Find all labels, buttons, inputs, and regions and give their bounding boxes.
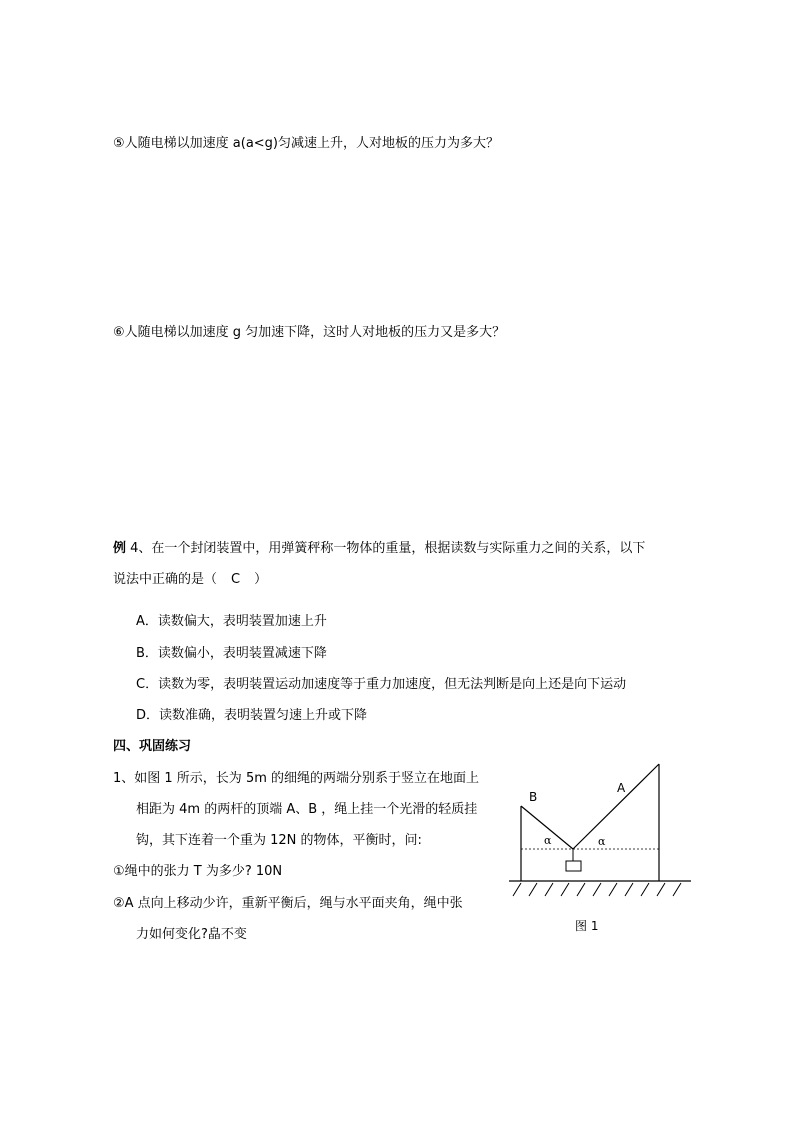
question-6: ⑥人随电梯以加速度 g 匀加速下降，这时人对地板的压力又是多大？ [113, 325, 506, 340]
example-4-answer: C [231, 572, 241, 587]
option-a: A．读数偏大，表明装置加速上升 [136, 614, 327, 629]
question-5: ⑤人随电梯以加速度 a(a<g)匀减速上升，人对地板的压力为多大？ [113, 136, 500, 151]
problem-1-question-2-line-1: ②A 点向上移动少许，重新平衡后，绳与水平面夹角，绳中张 [113, 896, 463, 911]
example-4-prefix: 例 [113, 541, 127, 556]
option-c: C．读数为零，表明装置运动加速度等于重力加速度，但无法判断是向上还是向下运动 [136, 677, 627, 692]
example-4-text: 4、在一个封闭装置中，用弹簧秤称一物体的重量，根据读数与实际重力之间的关系，以下 [126, 541, 646, 556]
label-b: B [529, 790, 538, 804]
example-4-line-1 [113, 541, 645, 557]
rope-right [573, 764, 659, 849]
example-4-close-paren: ） [254, 572, 268, 587]
option-d: D．读数准确，表明装置匀速上升或下降 [136, 708, 368, 723]
figure-1-diagram [505, 760, 695, 940]
problem-1-question-1: ①绳中的张力 T 为多少? 10N [113, 864, 283, 879]
problem-1-line-2: 相距为 4m 的两杆的顶端 A、B ，绳上挂一个光滑的轻质挂 [136, 802, 478, 817]
problem-1-line-1: 1、如图 1 所示，长为 5m 的细绳的两端分别系于竖立在地面上 [113, 771, 480, 786]
problem-1-line-3: 钩，其下连着一个重为 12N 的物体，平衡时，问: [136, 833, 422, 848]
example-4-line-2 [113, 572, 267, 588]
label-a: A [617, 781, 626, 795]
problem-1-question-2-line-2: 力如何变化?皛不变 [136, 927, 247, 942]
ground-hatching [513, 883, 681, 896]
angle-right-label: α [598, 835, 606, 848]
figure-caption: 图 1 [575, 919, 599, 933]
example-4-question: 说法中正确的是（ [113, 572, 218, 587]
option-b: B．读数偏小，表明装置减速下降 [136, 646, 327, 661]
hanging-weight [566, 861, 581, 871]
section-4-heading: 四、巩固练习 [113, 739, 192, 754]
angle-left-label: α [544, 834, 552, 847]
